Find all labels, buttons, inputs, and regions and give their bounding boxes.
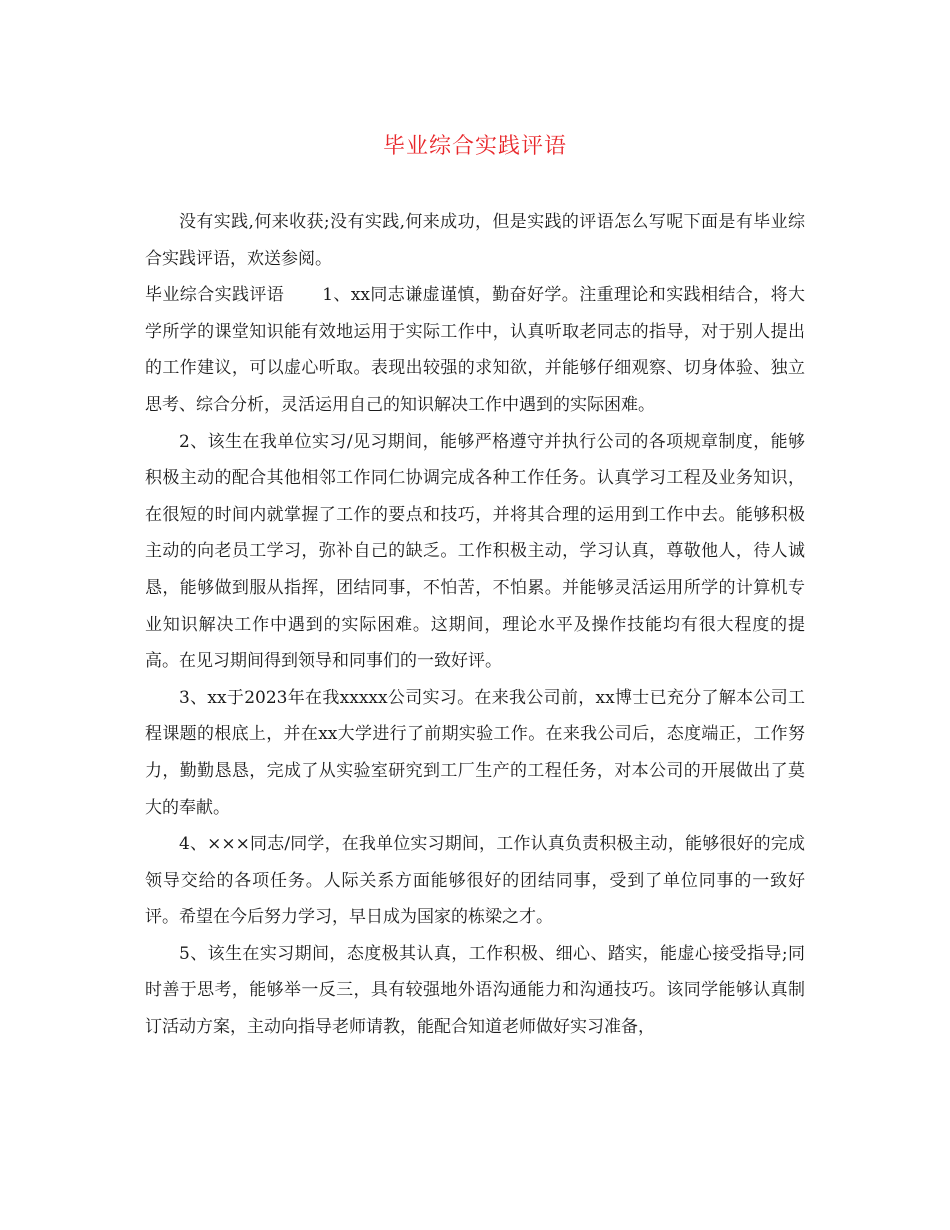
intro-paragraph: 没有实践,何来收获;没有实践,何来成功，但是实践的评语怎么写呢下面是有毕业综合实践评语，欢送参阅。 [145,212,805,269]
paragraph-4: 4、×××同志/同学，在我单位实习期间，工作认真负责积极主动，能够很好的完成领导交给的各项任务。人际关系方面能够很好的团结同事，受到了单位同事的一致好评。希望在今后努力学习，早日成为国家的栋梁之才。 [145,834,805,928]
document-title: 毕业综合实践评语 [382,134,567,159]
document-body [145,204,805,1046]
paragraph-3: 3、xx于2023年在我xxxxx公司实习。在来我公司前，xx博士已充分了解本公司工程课题的根底上，并在xx大学进行了前期实验工作。在来我公司后，态度端正，工作努力，勤勤恳恳，完成了从实验室研究到工厂生产的工程任务，对本公司的开展做出了莫大的奉献。 [145,687,805,818]
section-label: 毕业综合实践评语 [145,285,285,306]
paragraph-1 [145,277,805,423]
paragraph-5: 5、该生在实习期间，态度极其认真，工作积极、细心、踏实，能虚心接受指导;同时善于思考，能够举一反三，具有较强地外语沟通能力和沟通技巧。该同学能够认真制订活动方案，主动向指导老师请教，能配合知道老师做好实习准备， [145,943,805,1038]
paragraph-2: 2、该生在我单位实习/见习期间，能够严格遵守并执行公司的各项规章制度，能够积极主动的配合其他相邻工作同仁协调完成各种工作任务。认真学习工程及业务知识，在很短的时间内就掌握了工作的要点和技巧，并将其合理的运用到工作中去。能够积极主动的向老员工学习，弥补自己的缺乏。工作积极主动，学习认真，尊敬他人，待人诚恳，能够做到服从指挥，团结同事，不怕苦，不怕累。并能够灵活运用所学的计算机专业知识解决工作中遇到的实际困难。这期间，理论水平及操作技能均有很大程度的提高。在见习期间得到领导和同事们的一致好评。 [145,431,805,672]
paragraph-1-text: 1、xx同志谦虚谨慎，勤奋好学。注重理论和实践相结合，将大学所学的课堂知识能有效地运用于实际工作中，认真听取老同志的指导，对于别人提出的工作建议，可以虚心听取。表现出较强的求知欲，并能够仔细观察、切身体验、独立思考、综合分析，灵活运用自己的知识解决工作中遇到的实际困难。 [145,285,805,415]
